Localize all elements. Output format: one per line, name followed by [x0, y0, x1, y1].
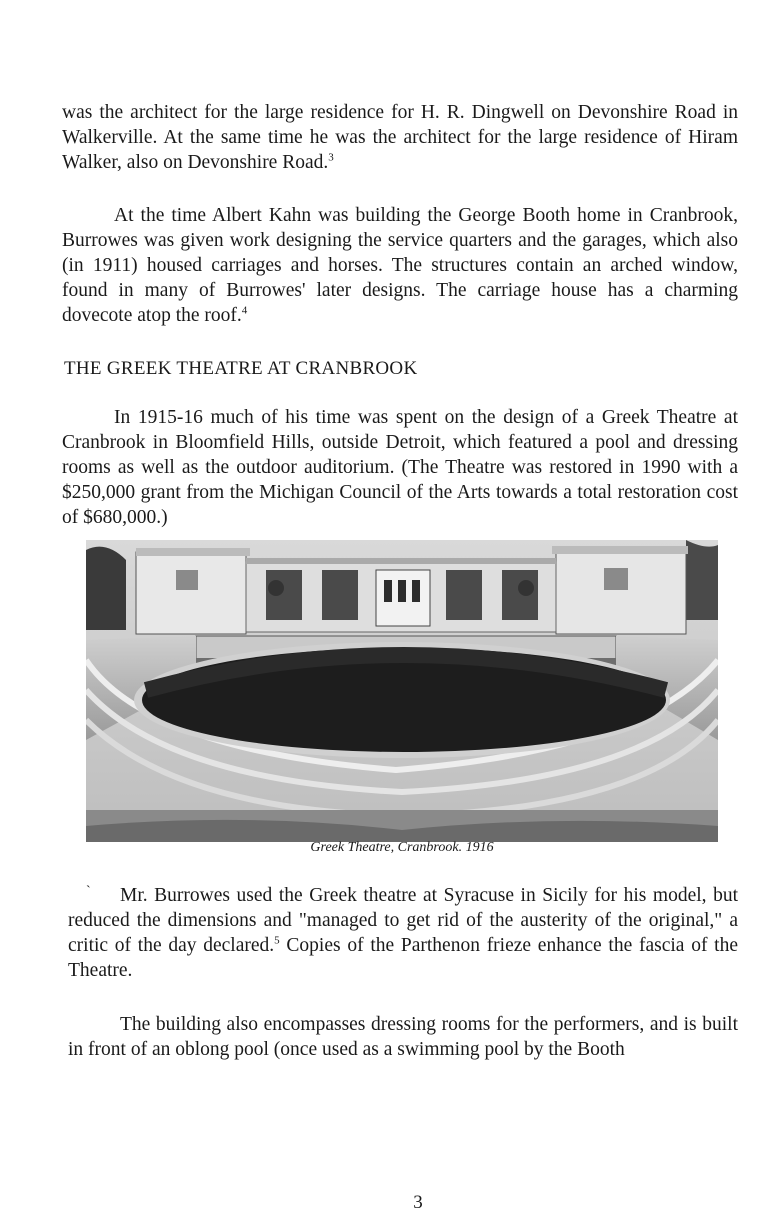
photo-icon — [86, 540, 718, 842]
footnote-ref-4: 4 — [241, 304, 248, 317]
footnote-ref-5: 5 — [274, 934, 280, 947]
footnote-ref-3: 3 — [328, 151, 334, 164]
paragraph-1 — [62, 100, 738, 175]
section-heading: THE GREEK THEATRE AT CRANBROOK — [64, 358, 418, 379]
paragraph-2-text: At the time Albert Kahn was building the George Booth home in Cranbrook, Burrowes was given work designing the service quarters and the garages, which also (in 1911) housed carriages and horses. The structures contain an arched window, found in many of Burrowes' later designs. The carriage house has a charming dovecote atop the roof. — [62, 205, 738, 326]
paragraph-1-text: was the architect for the large residence for H. R. Dingwell on Devonshire Road in Walkerville. At the same time he was the architect for the large residence of Hiram Walker, also on Devonshire Road. — [62, 102, 738, 173]
paragraph-4 — [68, 883, 738, 983]
stray-mark: ` — [86, 884, 91, 899]
greek-theatre-photo — [86, 540, 718, 842]
paragraph-5: The building also encompasses dressing rooms for the performers, and is built in front of an oblong pool (once used as a swimming pool by the Booth — [68, 1014, 738, 1060]
paragraph-4-text-a: Mr. Burrowes used the Greek theatre at Syracuse in Sicily for his model, but reduced the dimensions and "managed to get rid of the austerity of the original," a critic of the day declared. — [68, 885, 738, 956]
page-number: 3 — [413, 1192, 423, 1213]
paragraph-3: In 1915-16 much of his time was spent on the design of a Greek Theatre at Cranbrook in Bloomfield Hills, outside Detroit, which featured a pool and dressing rooms as well as the outdoor auditorium. (The Theatre was restored in 1990 with a $250,000 grant from the Michigan Council of the Arts towards a total restoration cost of $680,000.) — [62, 407, 738, 528]
paragraph-4-text-b: Copies of the Parthenon frieze enhance the fascia of the Theatre. — [68, 935, 738, 981]
paragraph-2 — [62, 203, 738, 328]
figure-caption: Greek Theatre, Cranbrook. 1916 — [310, 840, 494, 855]
